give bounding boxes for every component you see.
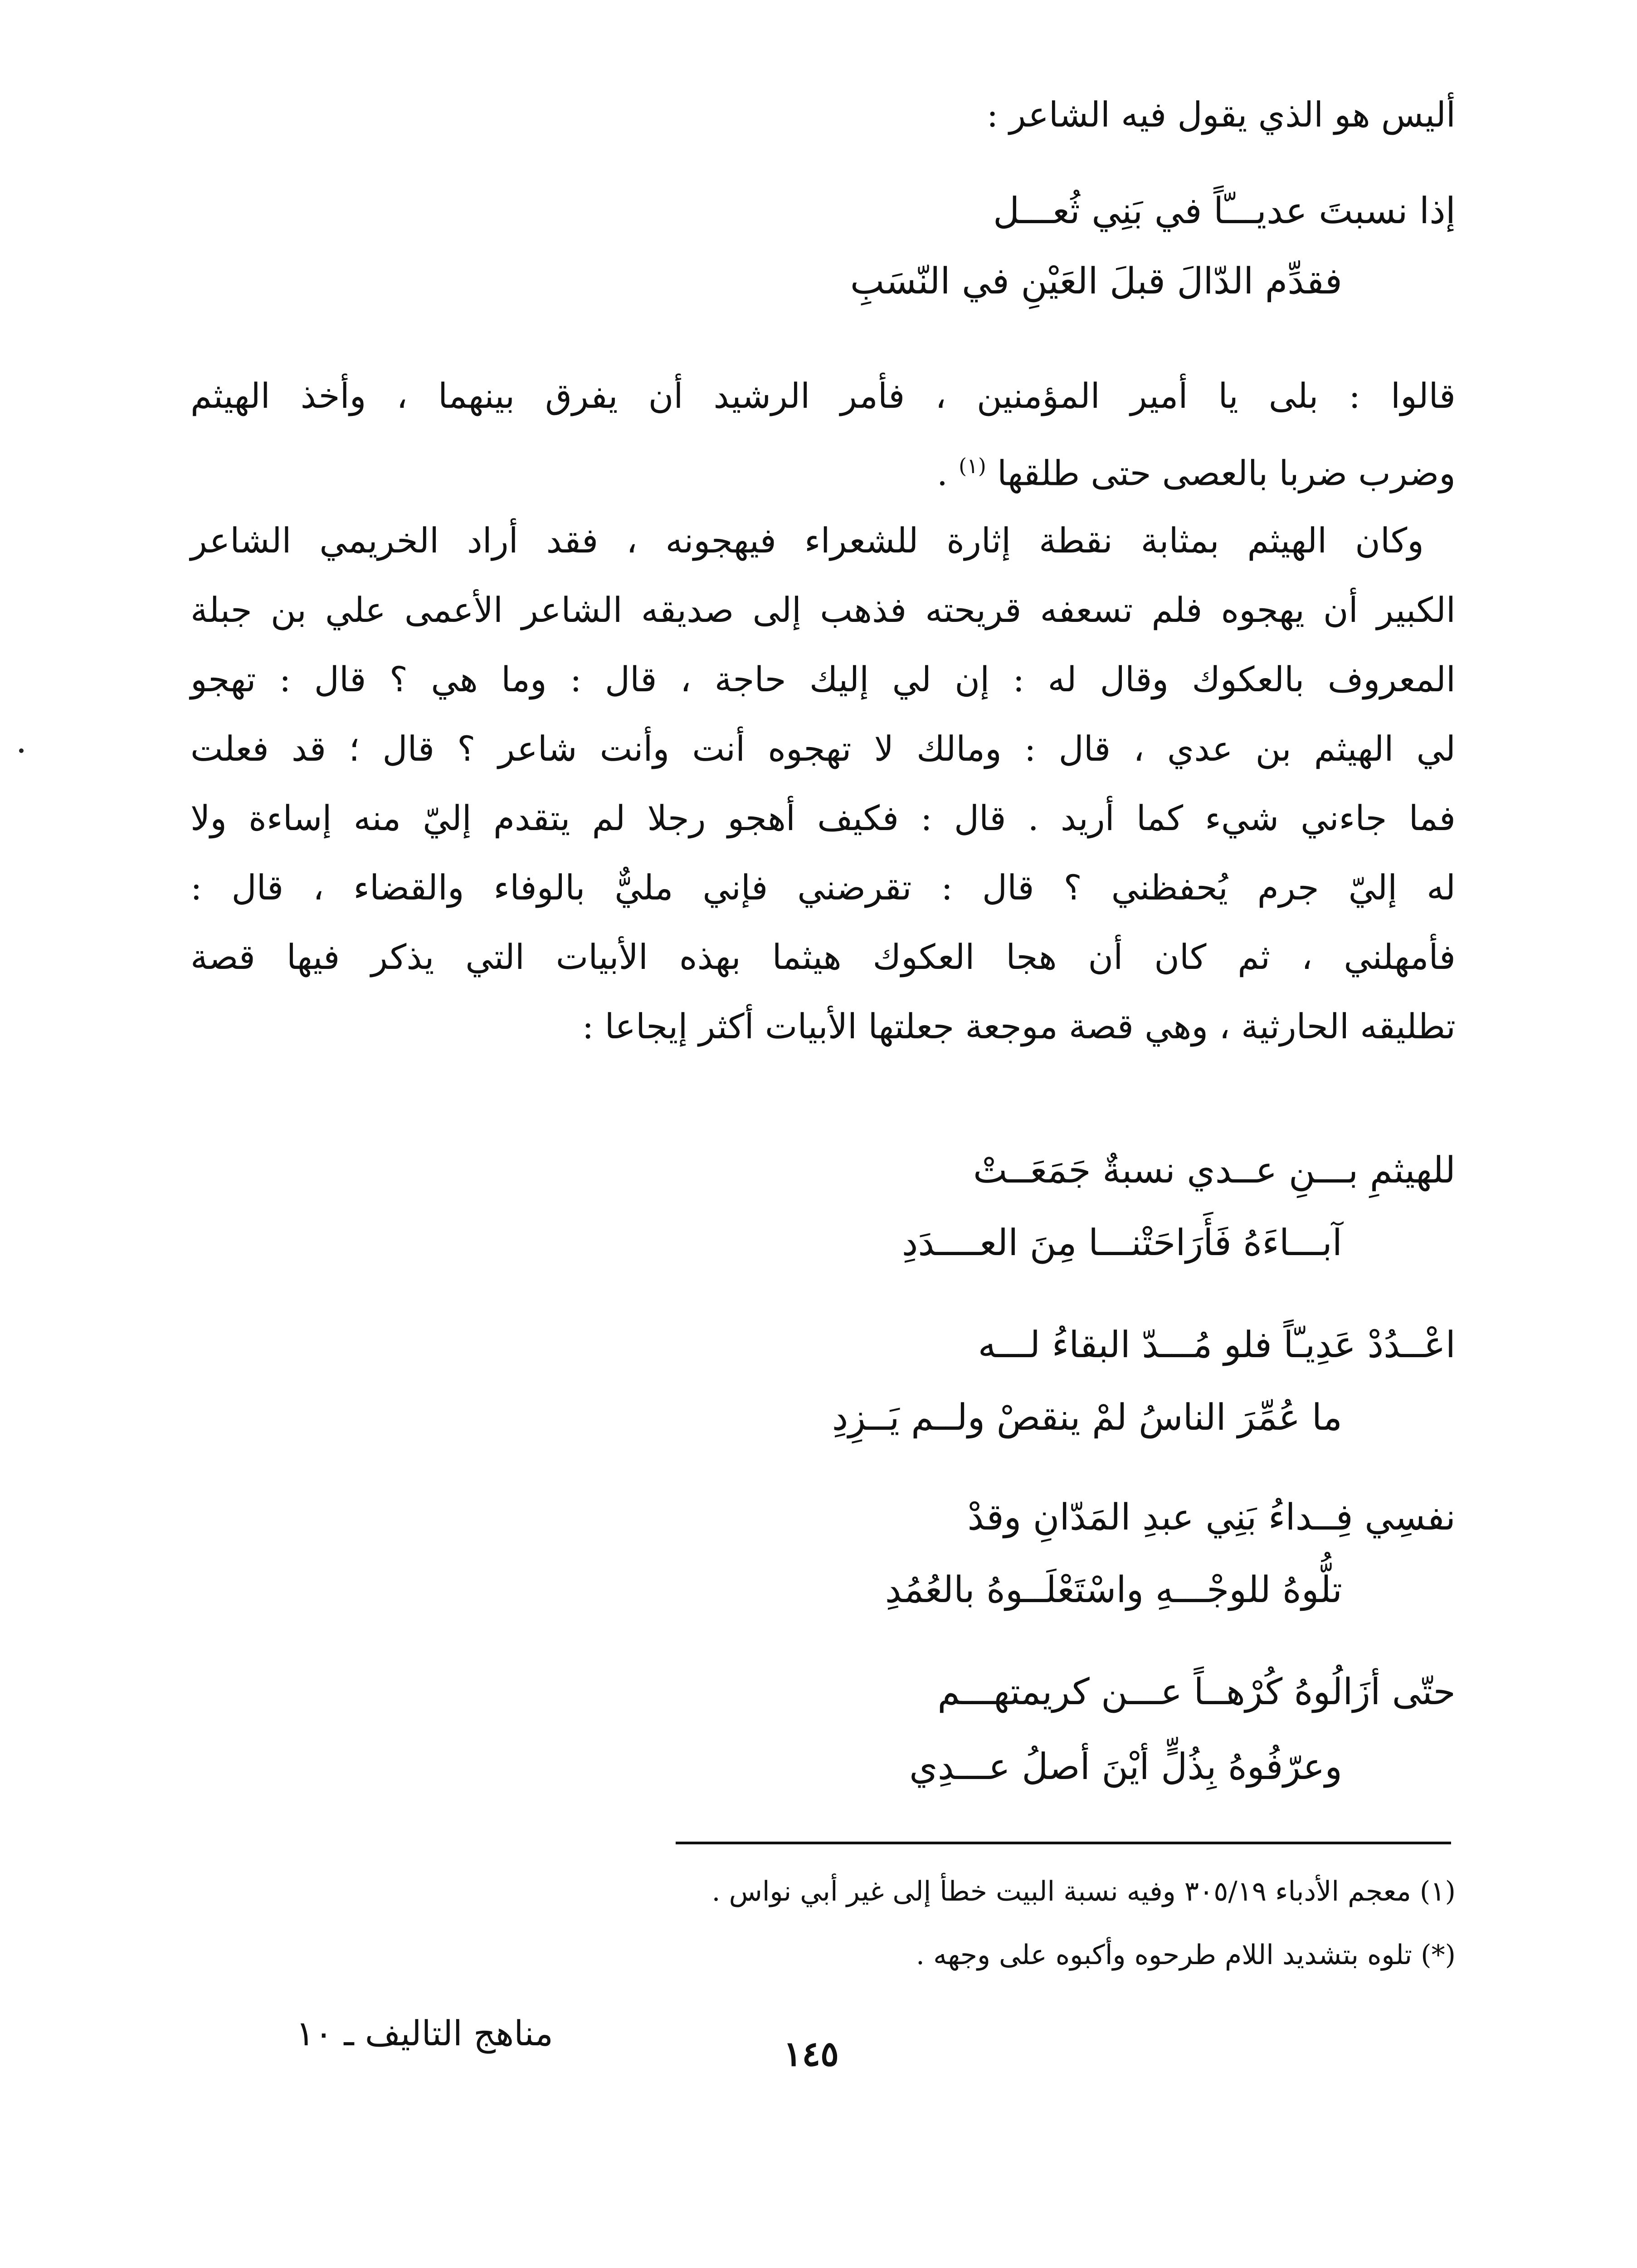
footnote-ref-1: (١) [959, 454, 986, 478]
page-number: ١٤٥ [783, 2033, 839, 2074]
poem-hemistich-3b: تلُّوهُ للوجْـــهِ واسْتَعْلَــوهُ بالعُمُدِ [885, 1569, 1342, 1611]
intro-line: أليس هو الذي يقول فيه الشاعر : [986, 94, 1456, 135]
poem-hemistich-1b: آبـــاءَهُ فَأَرَاحَتْنـــا مِنَ العــــدَدِ [901, 1222, 1342, 1264]
verse-a-line2: فقدِّم الدّالَ قبلَ العَيْنِ في النّسَبِ [850, 260, 1342, 302]
running-footer-title: مناهج التاليف ـ ١٠ [296, 2013, 553, 2053]
paragraph-2-line: له إليّ جرم يُحفظني ؟ قال : تقرضني فإني مليٌّ بالوفاء والقضاء ، قال : [190, 867, 1456, 908]
footnote-2: (*) تلوه بتشديد اللام طرحوه وأكبوه على وجهه . [916, 1939, 1456, 1971]
paragraph-2-line: وكان الهيثم بمثابة نقطة إثارة للشعراء فيهجونه ، فقد أراد الخريمي الشاعر [190, 520, 1424, 561]
footnote-separator [676, 1842, 1451, 1844]
poem-hemistich-2a: اعْــدُدْ عَدِيـّاً فلو مُـــدّ البقاءُ لـــه [978, 1324, 1456, 1366]
paragraph-1-line-last: وضرب ضربا بالعصى حتى طلقها $^{(١)}$ . [936, 453, 1456, 494]
paragraph-2 [190, 506, 1456, 1061]
paragraph-1 [190, 361, 1456, 508]
paragraph-2-line: لي الهيثم بن عدي ، قال : ومالك لا تهجوه أنت وأنت شاعر ؟ قال ؛ قد فعلت [190, 728, 1456, 769]
paragraph-2-line: الكبير أن يهجوه فلم تسعفه قريحته فذهب إلى صديقه الشاعر الأعمى علي بن جبلة [190, 590, 1456, 630]
verse-a-line1: إذا نسبتَ عديـــّاً في بَنِي ثُعـــل [993, 190, 1456, 232]
paragraph-2-line: المعروف بالعكوك وقال له : إن لي إليك حاجة ، قال : وما هي ؟ قال : تهجو [190, 659, 1456, 699]
poem-hemistich-2b: ما عُمِّرَ الناسُ لمْ ينقصْ ولــم يَــزِدِ [832, 1396, 1342, 1438]
poem-hemistich-4a: حتّى أزَالُوهُ كُرْهــاً عـــن كريمتهـــم [937, 1671, 1456, 1713]
paragraph-2-line: تطليقه الحارثية ، وهي قصة موجعة جعلتها الأبيات أكثر إيجاعا : [582, 1006, 1456, 1046]
paragraph-2-line: فأمهلني ، ثم كان أن هجا العكوك هيثما بهذه الأبيات التي يذكر فيها قصة [190, 937, 1456, 977]
paragraph-1-line: قالوا : بلى يا أمير المؤمنين ، فأمر الرشيد أن يفرق بينهما ، وأخذ الهيثم [190, 376, 1456, 416]
footnote-1: (١) معجم الأدباء ٣٠٥/١٩ وفيه نسبة البيت خطأ إلى غير أبي نواس . [711, 1876, 1456, 1907]
poem-hemistich-4b: وعرّفُوهُ بِذُلٍّ أيْنَ أصلُ عـــدِي [909, 1745, 1342, 1788]
poem-hemistich-1a: للهيثمِ بـــنِ عــدي نسبةٌ جَمَعَــتْ [973, 1149, 1456, 1191]
poem-hemistich-3a: نفسِي فِــداءُ بَنِي عبدِ المَدّانِ وقدْ [967, 1496, 1456, 1538]
paragraph-2-line: فما جاءني شيء كما أريد . قال : فكيف أهجو رجلا لم يتقدم إليّ منه إساءة ولا [190, 798, 1456, 838]
scan-speck [19, 748, 24, 753]
paragraph-1-last-text: وضرب ضربا بالعصى حتى طلقها [997, 453, 1456, 494]
